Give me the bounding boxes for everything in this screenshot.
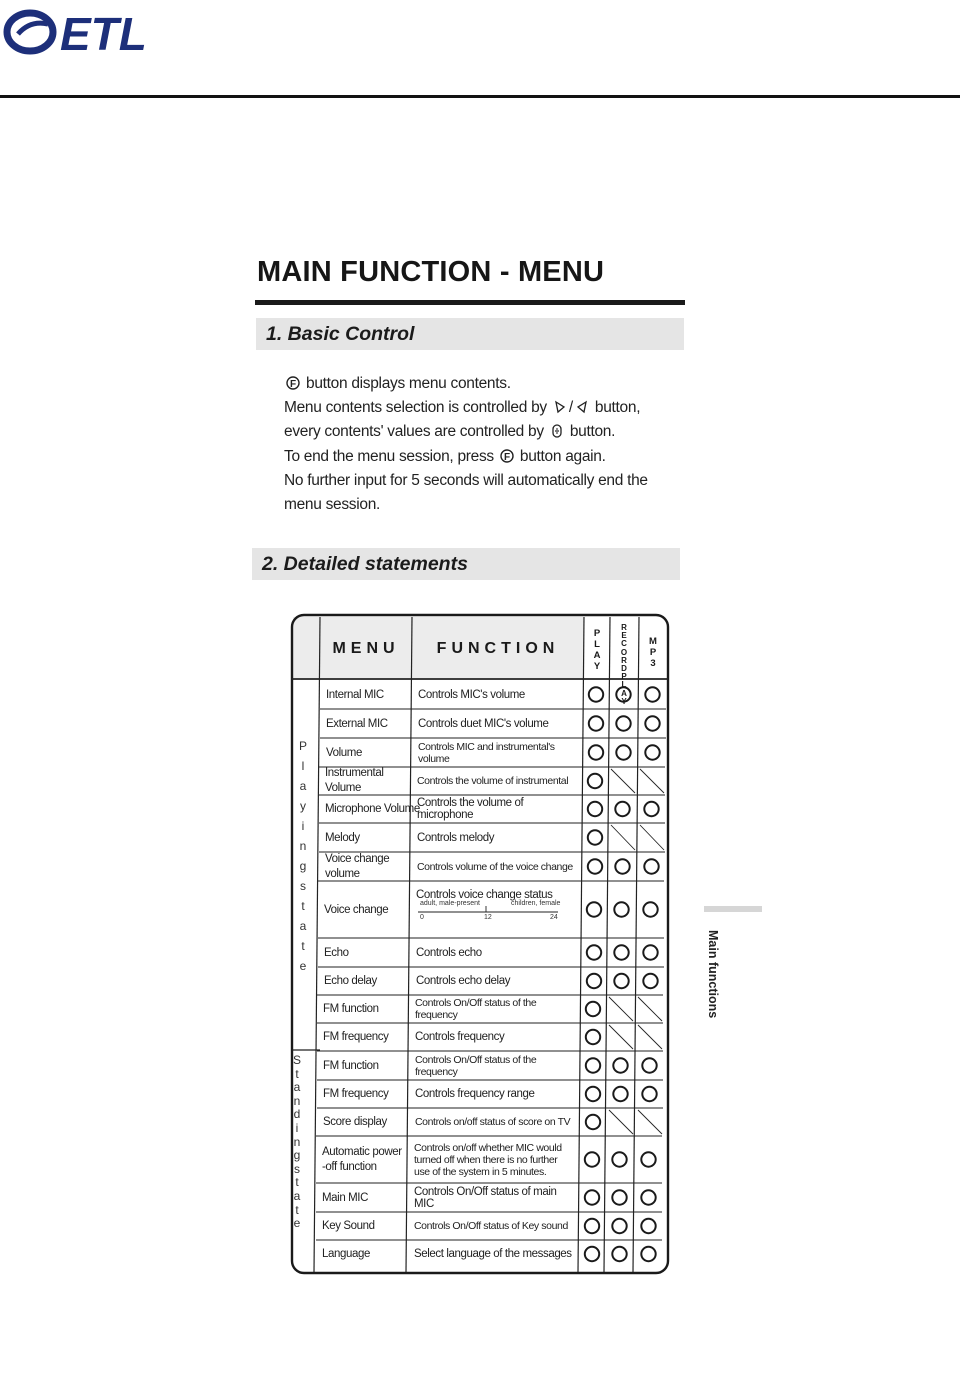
voice-scale-tick-24: 24 [550, 914, 558, 921]
function-cell: Controls the volume of instrumental [417, 775, 569, 787]
menu-cell: Main MIC [322, 1191, 369, 1204]
side-tab-mark [704, 906, 762, 912]
circle-mark-play [585, 1152, 599, 1166]
menu-cell: Microphone Volume [325, 803, 420, 815]
menu-cell: FM function [323, 1003, 379, 1015]
circle-mark-mp3 [643, 974, 657, 988]
circle-mark-play [586, 1115, 600, 1129]
circle-mark-play [586, 1087, 600, 1101]
function-cell: Controls On/Off status of Key sound [414, 1220, 568, 1232]
intro-line-2a: Menu contents selection is controlled by [284, 399, 547, 417]
not-applicable-mark-mp3 [638, 1110, 662, 1134]
function-cell: Controls duet MIC's volume [418, 717, 549, 730]
menu-cell: Key Sound [322, 1220, 375, 1232]
circle-mark-play [585, 1219, 599, 1233]
circle-mark-mp3 [641, 1247, 655, 1261]
circle-mark-mp3 [642, 1087, 656, 1101]
svg-text:F: F [290, 379, 296, 390]
function-cell: Controls On/Off status of the frequency [415, 997, 537, 1021]
circle-mark-play [589, 687, 603, 701]
menu-cell: FM frequency [323, 1031, 389, 1043]
function-cell: Controls echo [416, 946, 482, 959]
page-title: MAIN FUNCTION - MENU [257, 256, 605, 288]
voice-scale-tick-0: 0 [420, 914, 424, 921]
svg-text:F: F [503, 451, 510, 463]
menu-cell: Echo delay [324, 975, 377, 987]
intro-line-4a: To end the menu session, press [284, 447, 494, 465]
not-applicable-mark-rec [609, 1110, 633, 1134]
circle-mark-play [588, 859, 602, 873]
circle-mark-rec [612, 1247, 626, 1261]
menu-cell: Language [322, 1248, 370, 1260]
header-function: FUNCTION [436, 640, 560, 657]
circle-mark-rec [615, 859, 629, 873]
header-menu: MENU [332, 640, 400, 657]
not-applicable-mark-mp3 [638, 1025, 662, 1049]
not-applicable-mark-rec [611, 769, 635, 793]
circle-mark-mp3 [644, 802, 658, 816]
circle-mark-play [589, 745, 603, 759]
menu-cell: External MIC [326, 717, 388, 730]
circle-mark-rec [614, 902, 628, 916]
not-applicable-mark-mp3 [640, 825, 664, 850]
column-line [578, 617, 584, 1272]
not-applicable-mark-mp3 [638, 997, 662, 1021]
header-record-play: R E C O R D P L A Y [620, 623, 628, 706]
function-cell: Controls on/off status of score on TV [415, 1116, 571, 1128]
voice-scale-right-label: children, female [511, 900, 561, 907]
group-playing-state: P l a y i n g s t a t e [298, 739, 307, 973]
circle-mark-mp3 [642, 1058, 656, 1072]
menu-cell: FM function [323, 1059, 379, 1072]
circle-mark-rec [612, 1190, 626, 1204]
circle-mark-play [586, 1030, 600, 1044]
circle-mark-rec [614, 974, 628, 988]
circle-mark-play [589, 716, 603, 730]
function-cell: Controls volume of the voice change [417, 860, 573, 873]
circle-mark-rec [615, 802, 629, 816]
menu-cell: Melody [325, 831, 360, 844]
circle-mark-mp3 [641, 1219, 655, 1233]
function-cell: Select language of the messages [414, 1248, 572, 1260]
header-play: P L A Y [593, 628, 601, 672]
circle-mark-play [587, 902, 601, 916]
intro-line-1-text: button displays menu contents. [306, 375, 511, 392]
menu-cell: Voice change volume [325, 852, 390, 880]
group-standing-state: S t a n d i n g s t a t e [292, 1053, 301, 1231]
circle-mark-mp3 [645, 687, 659, 701]
circle-mark-mp3 [643, 945, 657, 959]
function-cell: Controls melody [417, 831, 495, 844]
menu-cell: Echo [324, 946, 349, 959]
circle-mark-play [585, 1190, 599, 1204]
function-cell: Controls MIC's volume [418, 688, 525, 701]
side-label-main-functions: Main functions [706, 930, 720, 1019]
circle-mark-mp3 [645, 745, 659, 759]
circle-mark-mp3 [644, 859, 658, 873]
section-basic-control-label: 1. Basic Control [266, 322, 415, 345]
menu-cell: Score display [323, 1116, 387, 1128]
function-cell: Controls On/Off status of the frequency [415, 1053, 537, 1078]
section-detailed-statements-label: 2. Detailed statements [262, 552, 468, 575]
circle-mark-rec [616, 716, 630, 730]
circle-mark-rec [614, 945, 628, 959]
circle-mark-rec [613, 1058, 627, 1072]
circle-mark-play [588, 774, 602, 788]
circle-mark-mp3 [641, 1190, 655, 1204]
not-applicable-mark-rec [611, 825, 635, 850]
function-cell: Controls echo delay [416, 975, 511, 987]
circle-mark-rec [613, 1087, 627, 1101]
function-cell: Controls frequency range [415, 1088, 535, 1100]
not-applicable-mark-rec [609, 997, 633, 1021]
menu-cell: Volume [326, 746, 362, 759]
intro-line-2b: button, [594, 399, 641, 417]
intro-line-4b: button again. [519, 447, 606, 465]
circle-mark-rec [612, 1152, 626, 1166]
column-line [633, 617, 639, 1272]
circle-mark-play [587, 974, 601, 988]
circle-mark-mp3 [643, 902, 657, 916]
menu-cell: FM frequency [323, 1088, 389, 1100]
circle-mark-rec [616, 745, 630, 759]
circle-mark-mp3 [645, 716, 659, 730]
menu-cell: Voice change [324, 903, 389, 916]
circle-mark-play [588, 802, 602, 816]
circle-mark-play [586, 1002, 600, 1016]
function-cell: Controls the volume of microphone [417, 797, 524, 821]
intro-slash: / [568, 399, 573, 417]
menu-cell: Internal MIC [326, 688, 384, 701]
function-cell: Controls frequency [415, 1031, 505, 1043]
function-cell: Controls MIC and instrumental's volume [418, 740, 555, 765]
circle-mark-play [586, 1058, 600, 1072]
menu-cell: Automatic power -off function [322, 1145, 402, 1173]
intro-line-3b: button. [569, 423, 616, 441]
etl-logo-text: ETL [60, 8, 147, 60]
intro-line-5: No further input for 5 seconds will automatically end the [284, 471, 648, 489]
function-cell: Controls voice change status [416, 889, 553, 901]
voice-scale-tick-12: 12 [484, 914, 492, 921]
not-applicable-mark-rec [609, 1025, 633, 1049]
voice-scale-left-label: adult, male-present [420, 900, 480, 907]
column-line [604, 617, 610, 1272]
circle-mark-rec [612, 1219, 626, 1233]
circle-mark-mp3 [641, 1152, 655, 1166]
header-mp3: M P 3 [649, 636, 657, 669]
intro-line-6: menu session. [284, 496, 381, 514]
circle-mark-play [587, 945, 601, 959]
intro-line-3a: every contents' values are controlled by [284, 423, 544, 441]
circle-mark-play [585, 1247, 599, 1261]
menu-cell: Instrumental Volume [325, 767, 384, 794]
function-cell: Controls On/Off status of main MIC [414, 1185, 557, 1210]
not-applicable-mark-mp3 [640, 769, 664, 793]
function-cell: Controls on/off whether MIC would turned off when there is no further use of the system in 5 minutes. [414, 1141, 562, 1178]
circle-mark-play [588, 830, 602, 844]
